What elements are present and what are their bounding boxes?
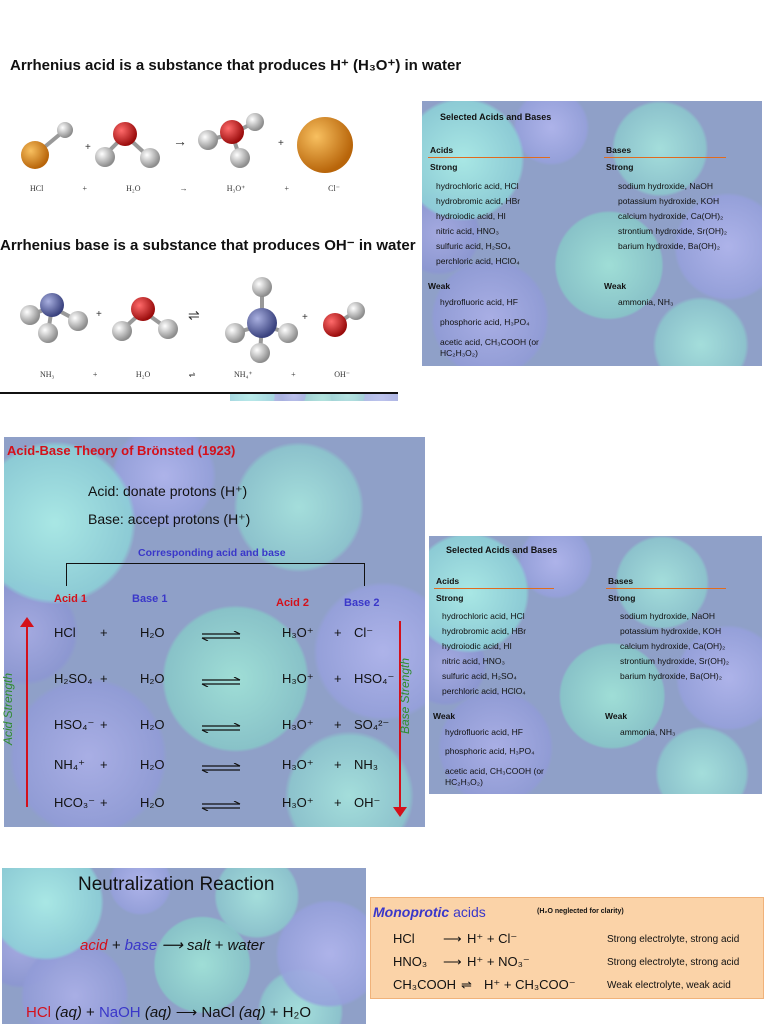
list-item: hydrochloric acid, HCl <box>442 611 525 621</box>
nh3-reaction-molecules <box>10 275 380 365</box>
strong-label: Strong <box>608 593 636 603</box>
arrhenius-base-title: Arrhenius base is a substance that produces OH⁻ in water <box>0 237 416 254</box>
corresponding-label: Corresponding acid and base <box>138 547 286 559</box>
equation-term: HCl <box>54 625 76 640</box>
bubble-strip <box>230 394 398 401</box>
eq-term: H₃O⁺ <box>226 184 246 193</box>
list-item: sulfuric acid, H₂SO₄ <box>442 671 517 681</box>
list-item: HC₂H₃O₂) <box>440 348 478 358</box>
equation-term: H₂O <box>140 757 165 772</box>
strong-label: Strong <box>430 162 458 172</box>
equation-term: H⁺ + Cl⁻ <box>467 931 518 946</box>
eq-term: OH⁻ <box>334 370 350 379</box>
list-item: barium hydroxide, Ba(OH)₂ <box>618 241 721 251</box>
equation-term: + <box>334 757 342 772</box>
weak-label: Weak <box>605 711 628 721</box>
nitrogen-atom <box>40 293 64 317</box>
nh3-reaction-labels <box>40 370 350 379</box>
list-item: hydrofluoric acid, HF <box>445 727 523 737</box>
eq-term: H₂O <box>126 184 141 193</box>
svg-text:→: → <box>173 133 187 149</box>
base-word: base <box>124 937 158 954</box>
hydrogen-atom <box>140 148 160 168</box>
eq-term: → <box>179 184 188 193</box>
list-item: phosphoric acid, H₃PO₄ <box>445 746 535 756</box>
equation-term: SO₄²⁻ <box>354 717 390 732</box>
equation-term: H₂O <box>140 625 165 640</box>
header-rule <box>606 588 726 589</box>
equation-term: + <box>334 671 342 686</box>
header-rule <box>434 588 554 589</box>
header-rule <box>604 157 726 158</box>
plus-sign: + <box>111 937 121 954</box>
svg-text:+: + <box>302 312 308 323</box>
eq-term: NH₄⁺ <box>234 370 253 379</box>
equation-term: + <box>100 625 108 640</box>
list-item: hydrobromic acid, HBr <box>442 626 527 636</box>
table-title: Selected Acids and Bases <box>440 112 552 122</box>
equation-term: + <box>100 671 108 686</box>
strong-label: Strong <box>436 593 464 603</box>
equation-term: + <box>334 717 342 732</box>
list-item: hydrofluoric acid, HF <box>440 297 518 307</box>
acid-word: acid <box>80 937 108 954</box>
list-item: potassium hydroxide, KOH <box>618 196 720 206</box>
acids-header: Acids <box>430 145 454 155</box>
list-item: perchloric acid, HClO₄ <box>436 256 520 266</box>
base-strength-label: Base Strength <box>398 657 413 735</box>
eq-term: + <box>291 370 296 379</box>
equation-term: + <box>100 717 108 732</box>
eq-term: ⇌ <box>188 370 196 379</box>
equation-term: + <box>334 625 342 640</box>
oxygen-atom <box>323 313 347 337</box>
equation-term: Cl⁻ <box>354 625 374 640</box>
chemical-equation <box>26 1003 311 1021</box>
selected-acids-bases-table-2 <box>429 536 762 794</box>
list-item: HC₂H₃O₂) <box>445 777 483 787</box>
list-item: hydrobromic acid, HBr <box>436 196 521 206</box>
nacl-term: NaCl <box>201 1004 235 1021</box>
weak-label: Weak <box>433 711 456 721</box>
naoh-term: NaOH <box>98 1004 141 1021</box>
products-word: salt + water <box>187 937 265 954</box>
list-item: strontium hydroxide, Sr(OH)₂ <box>618 226 728 236</box>
list-item: hydroiodic acid, HI <box>436 211 506 221</box>
equation-term: H₃O⁺ <box>282 757 314 772</box>
acid-strength-arrow <box>26 623 28 807</box>
equation-term: H₂SO₄ <box>54 671 93 686</box>
equation-term: H₃O⁺ <box>282 625 314 640</box>
base-definition: Base: accept protons (H⁺) <box>88 511 251 527</box>
header-rule <box>428 157 550 158</box>
list-item: phosphoric acid, H₃PO₄ <box>440 317 530 327</box>
equation-term: HCO₃⁻ <box>54 795 96 810</box>
bronsted-title: Acid-Base Theory of Brönsted (1923) <box>7 443 236 458</box>
equilibrium-arrow-icon <box>200 799 242 814</box>
equation-term: H⁺ + CH₃COO⁻ <box>484 977 576 992</box>
list-item: acetic acid, CH₃COOH (or <box>445 766 544 776</box>
svg-text:+: + <box>85 142 91 153</box>
equilibrium-arrow-icon <box>200 761 242 776</box>
list-item: calcium hydroxide, Ca(OH)₂ <box>618 211 724 221</box>
water-term: + H₂O <box>269 1004 311 1021</box>
aq-label: (aq) <box>55 1004 82 1021</box>
list-item: sodium hydroxide, NaOH <box>620 611 715 621</box>
chlorine-atom <box>21 141 49 169</box>
list-item: ammonia, NH₃ <box>620 727 676 737</box>
equation-term: H₃O⁺ <box>282 795 314 810</box>
arrow-head-icon <box>20 617 34 627</box>
acids-header: Acids <box>436 576 460 586</box>
col-acid1: Acid 1 <box>54 593 88 605</box>
list-item: acetic acid, CH₃COOH (or <box>440 337 539 347</box>
reaction-arrow: ⟶ <box>175 1004 198 1021</box>
list-item: sodium hydroxide, NaOH <box>618 181 713 191</box>
acids-word: acids <box>453 904 486 920</box>
equation-term: H₃O⁺ <box>282 717 314 732</box>
list-item: hydroiodic acid, HI <box>442 641 512 651</box>
monoprotic-panel <box>370 897 764 999</box>
equation-term: CH₃COOH <box>393 977 457 992</box>
oxygen-atom <box>131 297 155 321</box>
list-item: barium hydroxide, Ba(OH)₂ <box>620 671 723 681</box>
list-item: calcium hydroxide, Ca(OH)₂ <box>620 641 726 651</box>
selected-acids-bases-table-1 <box>422 101 762 366</box>
equation-term: NH₃ <box>354 757 379 772</box>
eq-term: Cl⁻ <box>328 184 340 193</box>
chloride-ion <box>297 117 353 173</box>
word-equation <box>80 936 264 954</box>
equation-term: HSO₄⁻ <box>354 671 395 686</box>
col-base1: Base 1 <box>132 593 168 605</box>
eq-term: + <box>284 184 289 193</box>
hydrogen-atom <box>95 147 115 167</box>
bronsted-panel <box>1 437 425 827</box>
correspondence-bracket <box>66 563 365 586</box>
strong-label: Strong <box>606 162 634 172</box>
weak-label: Weak <box>604 281 627 291</box>
equation-term: + <box>334 795 342 810</box>
equation-term: HCl <box>393 931 415 946</box>
hydrogen-atom <box>57 122 73 138</box>
list-item: ammonia, NH₃ <box>618 297 674 307</box>
eq-term: + <box>92 370 98 379</box>
plus-sign: + <box>86 1004 95 1021</box>
list-item: sulfuric acid, H₂SO₄ <box>436 241 511 251</box>
equation-term: NH₄⁺ <box>54 757 85 772</box>
list-item: nitric acid, HNO₃ <box>436 226 499 236</box>
col-acid2: Acid 2 <box>276 597 310 609</box>
col-base2: Base 2 <box>344 597 380 609</box>
electrolyte-description: Strong electrolyte, strong acid <box>607 957 740 968</box>
equation-term: H₃O⁺ <box>282 671 314 686</box>
equilibrium-arrow-icon <box>200 721 242 736</box>
equation-term: H⁺ + NO₃⁻ <box>467 954 530 969</box>
electrolyte-description: Strong electrolyte, strong acid <box>607 934 740 945</box>
bases-header: Bases <box>606 145 632 155</box>
eq-term: HCl <box>30 184 44 193</box>
hcl-reaction-labels <box>30 184 340 193</box>
equation-term: H₂O <box>140 795 165 810</box>
list-item: strontium hydroxide, Sr(OH)₂ <box>620 656 730 666</box>
eq-term: NH₃ <box>40 370 55 379</box>
eq-term: H₂O <box>135 370 151 379</box>
reaction-arrow: ⟶ <box>443 954 462 969</box>
svg-text:+: + <box>96 309 102 320</box>
equation-term: H₂O <box>140 717 165 732</box>
reaction-arrow: ⟶ <box>161 937 183 954</box>
svg-text:⇌: ⇌ <box>188 307 200 323</box>
aq-label: (aq) <box>238 1004 266 1021</box>
list-item: potassium hydroxide, KOH <box>620 626 722 636</box>
monoprotic-word: Monoprotic <box>373 904 450 920</box>
oxygen-atom <box>113 122 137 146</box>
equation-term: HSO₄⁻ <box>54 717 95 732</box>
acid-definition: Acid: donate protons (H⁺) <box>88 483 248 499</box>
clarity-note: (H₂O neglected for clarity) <box>537 908 624 915</box>
neutralization-panel <box>2 868 366 1024</box>
oxygen-atom <box>220 120 244 144</box>
equation-term: HNO₃ <box>393 954 428 969</box>
list-item: hydrochloric acid, HCl <box>436 181 519 191</box>
eq-term: + <box>82 184 87 193</box>
equation-term: + <box>100 795 108 810</box>
acid-strength-label: Acid Strength <box>1 672 16 746</box>
nitrogen-atom <box>247 308 277 338</box>
equilibrium-arrow-icon <box>200 675 242 690</box>
svg-text:+: + <box>278 138 284 149</box>
reaction-arrow: ⇌ <box>461 977 472 992</box>
monoprotic-title <box>373 904 486 920</box>
arrhenius-acid-title: Arrhenius acid is a substance that produces H⁺ (H₃O⁺) in water <box>10 57 462 74</box>
neutralization-title: Neutralization Reaction <box>78 874 275 895</box>
weak-label: Weak <box>428 281 451 291</box>
list-item: nitric acid, HNO₃ <box>442 656 505 666</box>
equation-term: H₂O <box>140 671 165 686</box>
equation-term: + <box>100 757 108 772</box>
equilibrium-arrow-icon <box>200 629 242 644</box>
list-item: perchloric acid, HClO₄ <box>442 686 526 696</box>
equation-term: OH⁻ <box>354 795 381 810</box>
aq-label: (aq) <box>144 1004 172 1021</box>
hcl-term: HCl <box>26 1004 51 1021</box>
electrolyte-description: Weak electrolyte, weak acid <box>607 980 731 991</box>
arrow-head-icon <box>393 807 407 817</box>
bases-header: Bases <box>608 576 634 586</box>
reaction-arrow: ⟶ <box>443 931 462 946</box>
table-title: Selected Acids and Bases <box>446 545 558 555</box>
